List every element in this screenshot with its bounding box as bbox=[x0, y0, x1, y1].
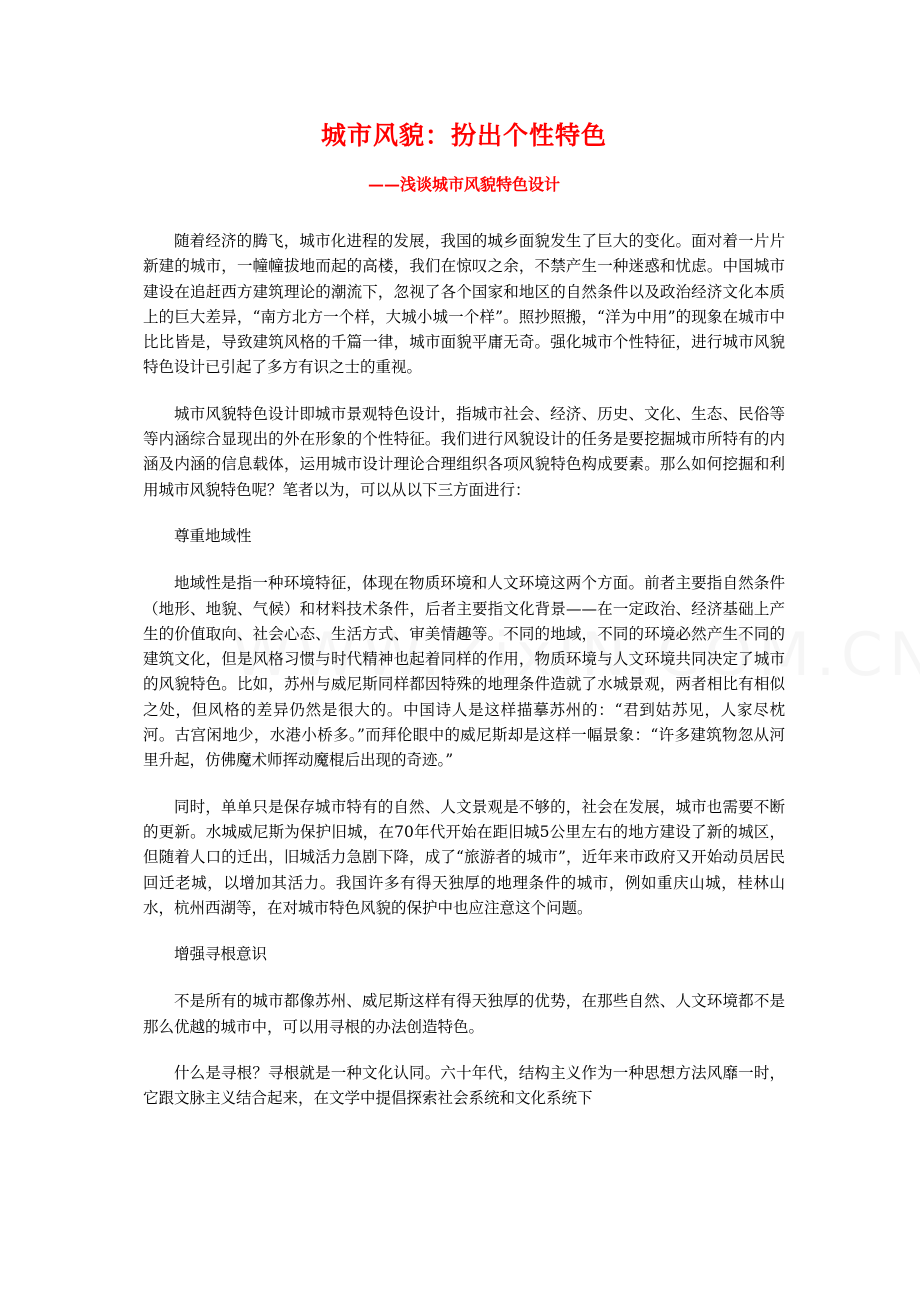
paragraph-renewal: 同时，单单只是保存城市特有的自然、人文景观是不够的，社会在发展，城市也需要不断的更新。水城威尼斯为保护旧城，在70年代开始在距旧城5公里左右的地方建设了新的城区，但随着人口的迁出，旧城活力急剧下降，成了“旅游者的城市”，近年来市政府又开始动员居民回迁老城，以增加其活力。我国许多有得天独厚的地理条件的城市，例如重庆山城，桂林山水，杭州西湖等，在对城市特色风貌的保护中也应注意这个问题。 bbox=[143, 797, 785, 917]
document-subtitle: ——浅谈城市风貌特色设计 bbox=[367, 175, 560, 194]
paragraph-definition: 城市风貌特色设计即城市景观特色设计，指城市社会、经济、历史、文化、生态、民俗等等内涵综合显现出的外在形象的个性特征。我们进行风貌设计的任务是要挖掘城市所特有的内涵及内涵的信息载体，运用城市设计理论合理组织各项风貌特色构成要素。那么如何挖掘和利用城市风貌特色呢？笔者以为，可以从以下三方面进行： bbox=[143, 404, 785, 499]
paragraph-intro: 随着经济的腾飞，城市化进程的发展，我国的城乡面貌发生了巨大的变化。面对着一片片新建的城市，一幢幢拔地而起的高楼，我们在惊叹之余，不禁产生一种迷惑和忧虑。中国城市建设在追赶西方建筑理论的潮流下，忽视了各个国家和地区的自然条件以及政治经济文化本质上的巨大差异，“南方北方一个样，大城小城一个样”。照抄照搬，“洋为中用”的现象在城市中比比皆是，导致建筑风格的千篇一律，城市面貌平庸无奇。强化城市个性特征，进行城市风貌特色设计已引起了多方有识之士的重视。 bbox=[143, 232, 785, 377]
document-body bbox=[143, 229, 785, 1133]
section-heading-roots: 增强寻根意识 bbox=[174, 945, 268, 964]
paragraph-roots-intro: 不是所有的城市都像苏州、威尼斯这样有得天独厚的优势，在那些自然、人文环境都不是那么优越的城市中，可以用寻根的办法创造特色。 bbox=[143, 992, 785, 1036]
section-heading-regionality: 尊重地域性 bbox=[174, 526, 252, 545]
paragraph-roots-definition: 什么是寻根？寻根就是一种文化认同。六十年代，结构主义作为一种思想方法风靡一时，它跟文脉主义结合起来，在文学中提倡探索社会系统和文化系统下 bbox=[143, 1064, 785, 1108]
paragraph-regionality: 地域性是指一种环境特征，体现在物质环境和人文环境这两个方面。前者主要指自然条件（地形、地貌、气候）和材料技术条件，后者主要指文化背景——在一定政治、经济基础上产生的价值取向、社会心态、生活方式、审美情趣等。不同的地域，不同的环境必然产生不同的建筑文化，但是风格习惯与时代精神也起着同样的作用，物质环境与人文环境共同决定了城市的风貌特色。比如，苏州与威尼斯同样都因特殊的地理条件造就了水城景观，两者相比有相似之处，但风格的差异仍然是很大的。中国诗人是这样描摹苏州的：“君到姑苏见，人家尽枕河。古宫闲地少，水港小桥多。”而拜伦眼中的威尼斯却是这样一幅景象：“许多建筑物忽从河里升起，仿佛魔术师挥动魔棍后出现的奇迹。” bbox=[143, 574, 785, 770]
document-title: 城市风貌：扮出个性特色 bbox=[320, 121, 607, 150]
